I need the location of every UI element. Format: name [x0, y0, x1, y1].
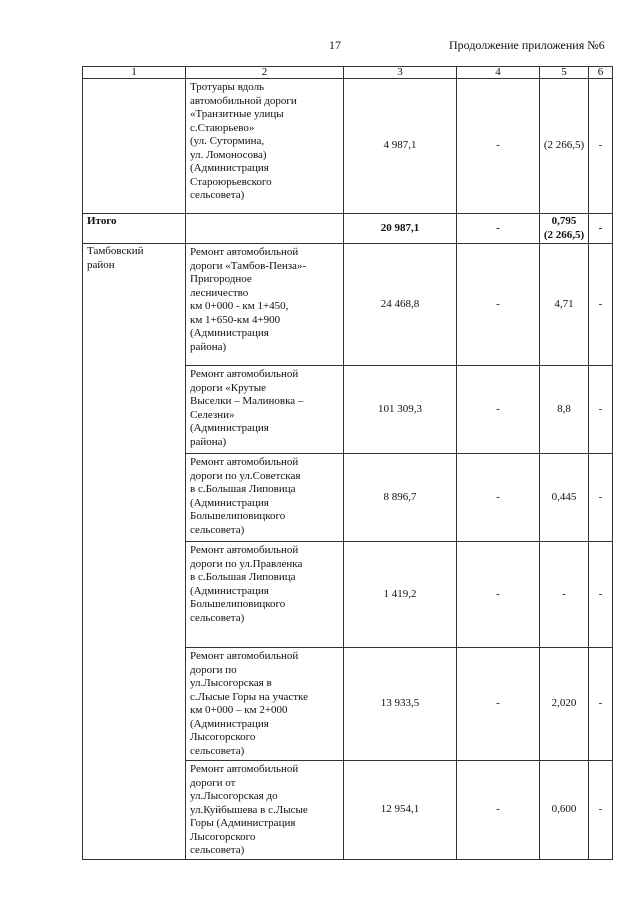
- project-description: Ремонт автомобильной дороги по ул.Лысогорская в с.Лысые Горы на участке км 0+000 – км 2+000 (Администрация Лысогорского сельсовета): [186, 648, 344, 761]
- col6-cell: -: [589, 761, 613, 860]
- col6-cell: -: [589, 454, 613, 542]
- amount-cell: 1 419,2: [344, 542, 457, 648]
- col4-cell: -: [457, 648, 540, 761]
- col4-cell: -: [457, 366, 540, 454]
- total-col4: -: [457, 214, 540, 244]
- col4-cell: -: [457, 761, 540, 860]
- col6-cell: -: [589, 79, 613, 214]
- col4-cell: -: [457, 79, 540, 214]
- col6-cell: -: [589, 366, 613, 454]
- length-cell: 8,8: [540, 366, 589, 454]
- column-number-row: [83, 67, 613, 79]
- col4-cell: -: [457, 454, 540, 542]
- column-number: 3: [344, 67, 457, 79]
- length-cell: 0,600: [540, 761, 589, 860]
- col6-cell: -: [589, 244, 613, 366]
- amount-cell: 24 468,8: [344, 244, 457, 366]
- total-col6: -: [589, 214, 613, 244]
- project-description: Ремонт автомобильной дороги по ул.Правленка в с.Большая Липовица (Администрация Большелиповицкого сельсовета): [186, 542, 344, 648]
- amount-cell: 12 954,1: [344, 761, 457, 860]
- project-description: Ремонт автомобильной дороги от ул.Лысогорская до ул.Куйбышева в с.Лысые Горы (Администрация Лысогорского сельсовета): [186, 761, 344, 860]
- road-repair-table: [82, 66, 613, 860]
- project-description: Тротуары вдоль автомобильной дороги «Транзитные улицы с.Стаюрьево» (ул. Сутормина, ул. Ломоносова) (Администрация Староюрьевского сельсовета): [186, 79, 344, 214]
- amount-cell: 8 896,7: [344, 454, 457, 542]
- project-description: Ремонт автомобильной дороги по ул.Советская в с.Большая Липовица (Администрация Большелиповицкого сельсовета): [186, 454, 344, 542]
- total-row: [83, 214, 613, 244]
- col6-cell: -: [589, 648, 613, 761]
- project-description: Ремонт автомобильной дороги «Крутые Выселки – Малиновка – Селезни» (Администрация района): [186, 366, 344, 454]
- district-cell: Тамбовский район: [83, 244, 186, 860]
- amount-cell: 13 933,5: [344, 648, 457, 761]
- total-amount: 20 987,1: [344, 214, 457, 244]
- column-number: 5: [540, 67, 589, 79]
- col4-cell: -: [457, 244, 540, 366]
- district-cell: [83, 79, 186, 214]
- amount-cell: 101 309,3: [344, 366, 457, 454]
- col6-cell: -: [589, 542, 613, 648]
- amount-cell: 4 987,1: [344, 79, 457, 214]
- column-number: 1: [83, 67, 186, 79]
- length-cell: 2,020: [540, 648, 589, 761]
- table-row: [83, 79, 613, 214]
- length-cell: 0,445: [540, 454, 589, 542]
- project-description: Ремонт автомобильной дороги «Тамбов-Пенза»- Пригородное лесничество км 0+000 - км 1+450, км 1+650-км 4+900 (Администрация района): [186, 244, 344, 366]
- empty-cell: [186, 214, 344, 244]
- column-number: 4: [457, 67, 540, 79]
- total-length: 0,795 (2 266,5): [540, 214, 589, 244]
- length-cell: 4,71: [540, 244, 589, 366]
- col4-cell: -: [457, 542, 540, 648]
- appendix-header: Продолжение приложения №6: [449, 38, 605, 52]
- column-number: 6: [589, 67, 613, 79]
- column-number: 2: [186, 67, 344, 79]
- total-label: Итого: [83, 214, 186, 244]
- table-row: [83, 244, 613, 366]
- length-cell: (2 266,5): [540, 79, 589, 214]
- page-number: 17: [329, 38, 341, 52]
- length-cell: -: [540, 542, 589, 648]
